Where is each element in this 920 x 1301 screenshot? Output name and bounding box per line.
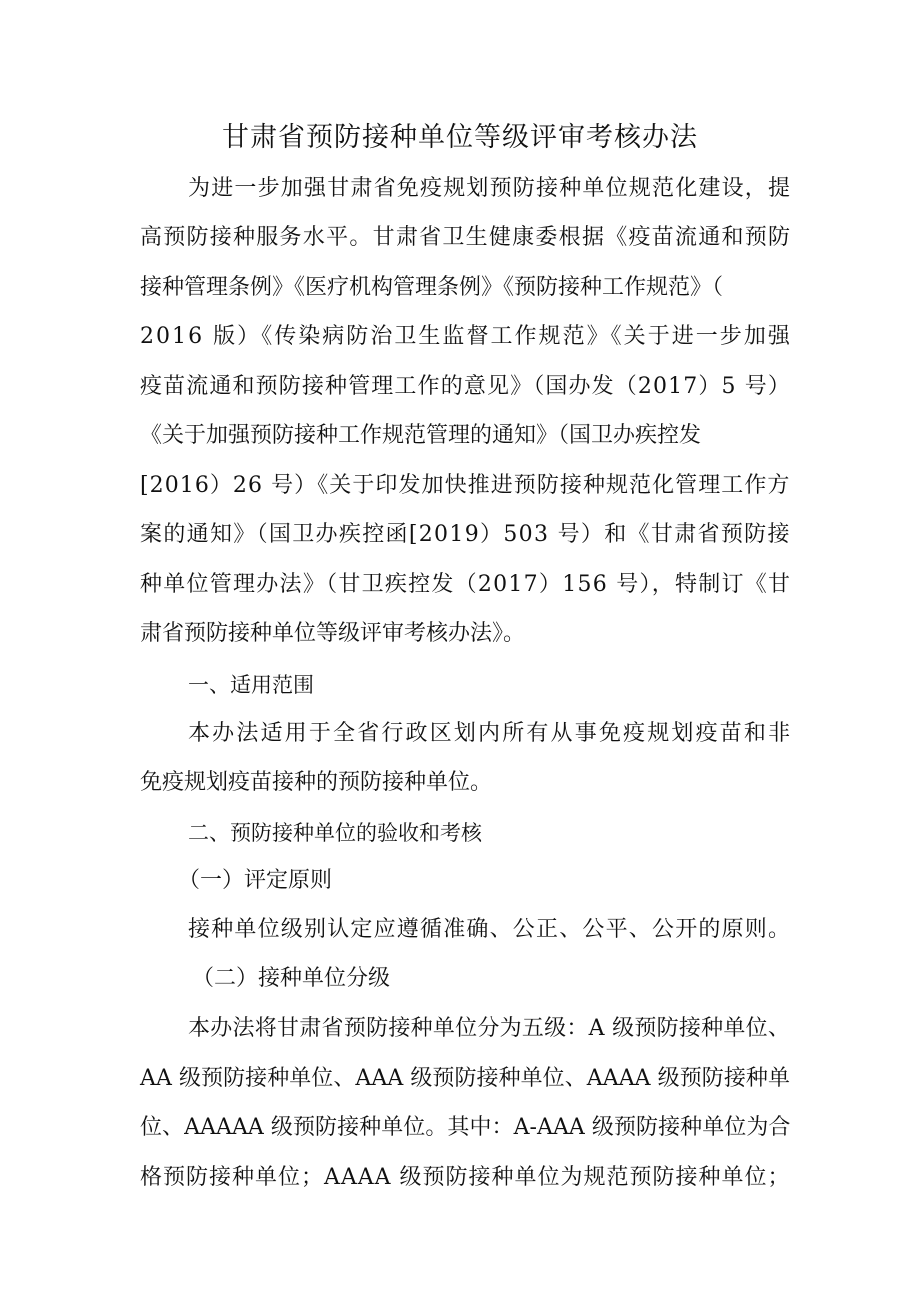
intro-line-2: 高预防接种服务水平。甘肃省卫生健康委根据《疫苗流通和预防 [140,225,792,250]
intro-line-9: 种单位管理办法》（甘卫疾控发（2017）156 号），特制订《甘 [140,572,792,597]
intro-line-6: 《关于加强预防接种工作规范管理的通知》（国卫办疾控发 [140,423,702,448]
scope-line-2: 免疫规划疫苗接种的预防接种单位。 [140,770,493,795]
subsection-heading-principle: （一）评定原则 [178,868,333,893]
intro-line-8: 案的通知》（国卫办疾控函[2019）503 号）和《甘肃省预防接 [140,522,791,547]
document-title: 甘肃省预防接种单位等级评审考核办法 [222,122,698,153]
grading-line-3: 位、AAAAA 级预防接种单位。其中：A-AAA 级预防接种单位为合 [140,1115,791,1140]
subsection-heading-grading: （二）接种单位分级 [192,966,391,991]
principle-line-1: 接种单位级别认定应遵循准确、公正、公平、公开的原则。 [188,917,792,942]
intro-line-4: 2016 版）《传染病防治卫生监督工作规范》《关于进一步加强 [140,324,792,349]
intro-line-10: 肃省预防接种单位等级评审考核办法》。 [140,621,526,646]
section-heading-scope: 一、适用范围 [188,673,314,697]
intro-line-1: 为进一步加强甘肃省免疫规划预防接种单位规范化建设，提 [188,176,792,201]
intro-line-3: 接种管理条例》《医疗机构管理条例》《预防接种工作规范》（ [140,275,724,300]
intro-line-5: 疫苗流通和预防接种管理工作的意见》（国办发（2017）5 号） [140,374,792,399]
grading-line-4: 格预防接种单位；AAAA 级预防接种单位为规范预防接种单位； [140,1165,791,1190]
scope-line-1: 本办法适用于全省行政区划内所有从事免疫规划疫苗和非 [188,721,793,746]
grading-line-1: 本办法将甘肃省预防接种单位分为五级：A 级预防接种单位、 [188,1016,791,1041]
section-heading-acceptance: 二、预防接种单位的验收和考核 [188,821,482,845]
intro-line-7: [2016）26 号）《关于印发加快推进预防接种规范化管理工作方 [140,473,791,498]
grading-line-2: AA 级预防接种单位、AAA 级预防接种单位、AAAA 级预防接种单 [140,1066,791,1091]
